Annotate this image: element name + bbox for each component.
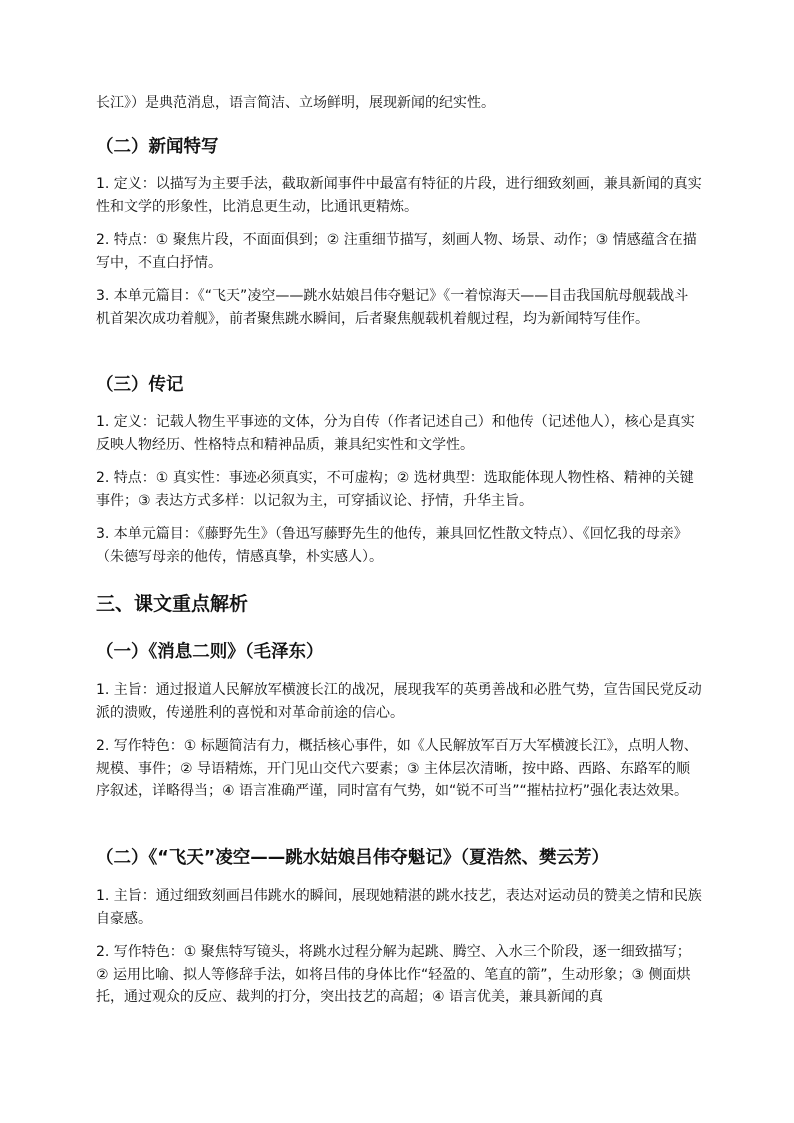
biography-definition: 1. 定义：记载人物生平事迹的文体，分为自传（作者记述自己）和他传（记述他人），核心是真实反映人物经历、性格特点和精神品质，兼具纪实性和文学性。 <box>96 414 695 453</box>
lesson2-features: 2. 写作特色：① 聚焦特写镜头，将跳水过程分解为起跳、腾空、入水三个阶段，逐一细致描写；② 运用比喻、拟人等修辞手法，如将吕伟的身体比作“轻盈的、笔直的箭”，生动形象；③ 侧面烘托，通过观众的反应、裁判的打分，突出技艺的高超；④ 语言优美，兼具新闻的真 <box>96 944 691 1005</box>
feature-definition: 1. 定义：以描写为主要手法，截取新闻事件中最富有特征的片段，进行细致刻画，兼具新闻的真实性和文学的形象性，比消息更生动，比通讯更精炼。 <box>96 176 702 215</box>
lesson1-features: 2. 写作特色：① 标题简洁有力，概括核心事件，如《人民解放军百万大军横渡长江》，点明人物、规模、事件；② 导语精炼，开门见山交代六要素；③ 主体层次清晰，按中路、西路、东路军的顺序叙述，详略得当；④ 语言准确严谨，同时富有气势，如“锐不可当”“摧枯拉朽”强化表达效果。 <box>96 738 698 799</box>
lesson1-theme: 1. 主旨：通过报道人民解放军横渡长江的战况，展现我军的英勇善战和必胜气势，宣告国民党反动派的溃败，传递胜利的喜悦和对革命前途的信心。 <box>96 682 702 721</box>
lesson-heading-feitian: （二）《“飞天”凌空——跳水姑娘吕伟夺魁记》（夏浩然、樊云芳） <box>96 848 610 868</box>
section-heading-lesson-analysis: 三、课文重点解析 <box>96 593 249 615</box>
intro-paragraph-tail: 长江》）是典范消息，语言简洁、立场鲜明，展现新闻的纪实性。 <box>96 95 495 111</box>
section-heading-biography: （三）传记 <box>96 375 184 395</box>
biography-unit-texts: 3. 本单元篇目：《藤野先生》（鲁迅写藤野先生的他传，兼具回忆性散文特点）、《回忆我的母亲》（朱德写母亲的他传，情感真挚，朴实感人）。 <box>96 526 688 565</box>
feature-traits: 2. 特点：① 聚焦片段，不面面俱到；② 注重细节描写，刻画人物、场景、动作；③ 情感蕴含在描写中，不直白抒情。 <box>96 232 697 271</box>
lesson-heading-two-news: （一）《消息二则》（毛泽东） <box>96 642 324 662</box>
feature-unit-texts: 3. 本单元篇目：《“飞天”凌空——跳水姑娘吕伟夺魁记》《一着惊海天——目击我国航母舰载战斗机首架次成功着舰》，前者聚焦跳水瞬间，后者聚焦舰载机着舰过程，均为新闻特写佳作。 <box>96 288 689 327</box>
section-heading-news-feature: （二）新闻特写 <box>96 137 219 157</box>
biography-traits: 2. 特点：① 真实性：事迹必须真实，不可虚构；② 选材典型：选取能体现人物性格、精神的关键事件；③ 表达方式多样：以记叙为主，可穿插议论、抒情，升华主旨。 <box>96 470 694 509</box>
lesson2-theme: 1. 主旨：通过细致刻画吕伟跳水的瞬间，展现她精湛的跳水技艺，表达对运动员的赞美之情和民族自豪感。 <box>96 888 702 927</box>
